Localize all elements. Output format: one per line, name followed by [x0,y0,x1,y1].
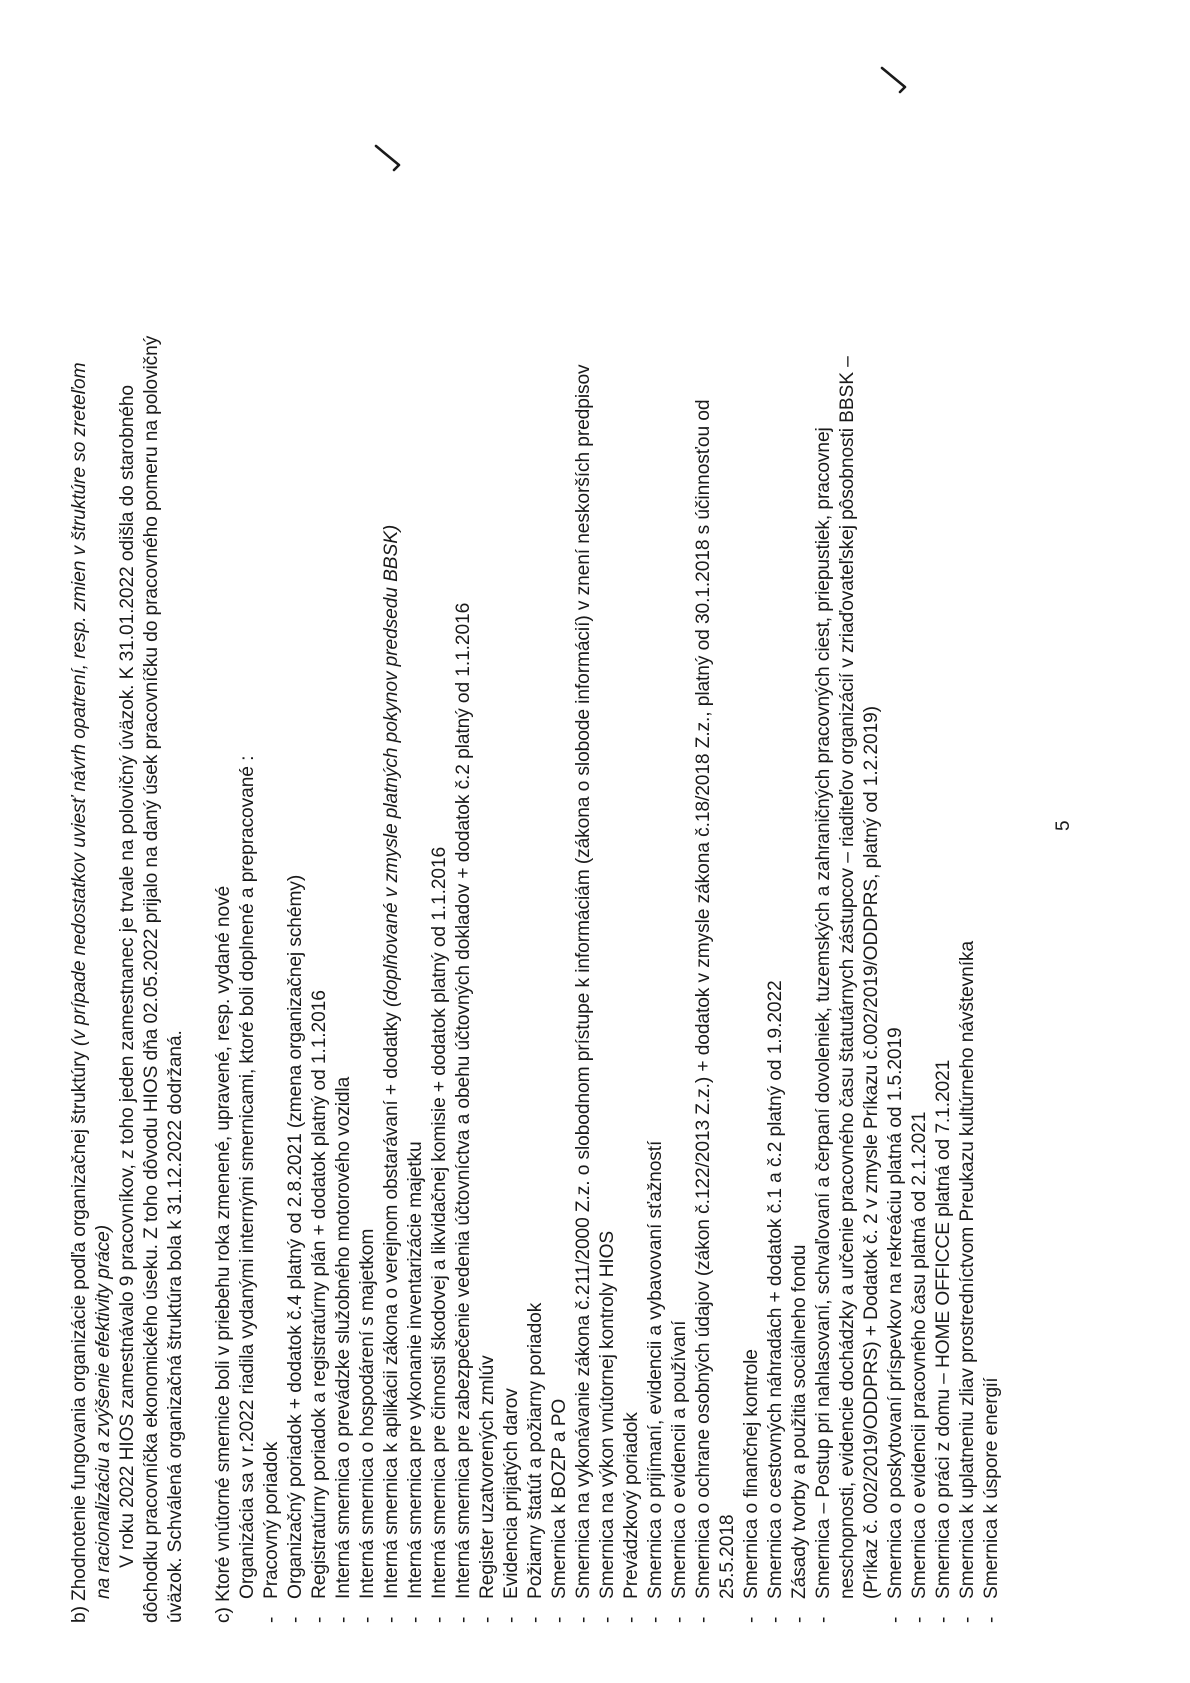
list-bullet: - [693,1616,714,1623]
list-item: Smernica o prijímaní, evidencii a vybavovaní sťažností [645,1140,666,1599]
section-c-subheading: Organizácia sa v r.2022 riadila vydanými internými smernicami, ktoré boli doplnené a prepracované : [237,755,258,1599]
list-item: Zásady tvorby a použitia sociálneho fondu [789,1244,810,1599]
list-item-cont: 25.5.2018 [717,1514,738,1599]
list-item: Interná smernica pre zabezpečenie vedenia účtovníctva a obehu účtovných dokladov + dodatok č.2 platný od 1.1.2016 [453,602,474,1599]
list-bullet: - [549,1616,570,1623]
list-bullet: - [525,1616,546,1623]
section-c-heading: c) Ktoré vnútorné smernice boli v priebehu roka zmenené, upravené, resp. vydané nové [213,885,234,1623]
list-bullet: - [645,1616,666,1623]
list-item: Smernica na vykonávanie zákona č.211/2000 Z.z. o slobodnom prístupe k informáciám (zákona o slobode informácií) v znení neskorších predpisov [573,364,594,1599]
list-bullet: - [477,1616,498,1623]
list-item: Registratúrny poriadok a registratúrny plán + dodatok platný od 1.1.2016 [309,990,330,1599]
list-item: Evidencia prijatých darov [501,1388,522,1599]
list-item: Smernica na výkon vnútornej kontroly HIOS [597,1230,618,1599]
list-item: Smernica k uplatneniu zliav prostredníctvom Preukazu kultúrneho návštevníka [957,940,978,1599]
section-b-paragraph-line-1: V roku 2022 HIOS zamestnávalo 9 pracovníkov, z toho jeden zamestnanec je trvale na polovičný úväzok. K 31.01.2022 odišla do starobného [117,385,138,1568]
list-item: Interná smernica pre činnosti škodovej a likvidačnej komisie + dodatok platný od 1.1.2016 [429,846,450,1599]
list-bullet: - [669,1616,690,1623]
list-bullet: - [453,1616,474,1623]
list-bullet: - [741,1616,762,1623]
checkmark-icon [878,65,908,95]
list-item: Smernica – Postup pri nahlasovaní, schvaľovaní a čerpaní dovoleniek, tuzemských a zahraničných pracovných ciest, priepustiek, pracovnej [813,427,834,1599]
list-bullet: - [765,1616,786,1623]
section-b-paragraph-line-3: úväzok. Schválená organizačná štruktúra bola k 31.12.2022 dodržaná. [165,1030,186,1623]
list-bullet: - [909,1616,930,1623]
checkmark-icon [372,143,402,173]
list-item-cont: (Príkaz č. 002/2019/ODDPRS) + Dodatok č. 2 v zmysle Príkazu č.002/2019/ODDPRS, platný od 1.2.2019) [861,706,882,1599]
list-bullet: - [597,1616,618,1623]
section-b-heading: b) Zhodnotenie fungovania organizácie podľa organizačnej štruktúry (v prípade nedostatkov uviesť návrh opatrení, resp. zmien v štruktúre so zreteľom [69,362,90,1623]
list-bullet: - [981,1616,1002,1623]
list-item: Smernica o poskytovaní príspevkov na rekreáciu platná od 1.5.2019 [885,1027,906,1599]
list-item: Prevádzkový poriadok [621,1412,642,1599]
page-number: 5 [1053,820,1074,831]
list-bullet: - [285,1616,306,1623]
list-item-cont: neschopnosti, evidencie dochádzky a určenie pracovného času štatutárnych zástupcov – riaditeľov organizácií v zriaďovateľskej pôsobnosti BBSK – [837,356,858,1599]
list-bullet: - [621,1616,642,1623]
list-item: Smernica o cestovných náhradách + dodatok č.1 a č.2 platný od 1.9.2022 [765,980,786,1599]
list-item: Smernica k BOZP a PO [549,1398,570,1599]
list-bullet: - [813,1616,834,1623]
list-bullet: - [261,1616,282,1623]
list-bullet: - [501,1616,522,1623]
list-item: Smernica o finančnej kontrole [741,1349,762,1599]
list-bullet: - [357,1616,378,1623]
list-bullet: - [405,1616,426,1623]
list-bullet: - [309,1616,330,1623]
list-bullet: - [957,1616,978,1623]
list-item: Interná smernica o prevádzke služobného motorového vozidla [333,1076,354,1599]
list-item: Interná smernica pre vykonanie inventarizácie majetku [405,1141,426,1599]
list-bullet: - [885,1616,906,1623]
list-bullet: - [573,1616,594,1623]
section-b-paragraph-line-2: dôchodku pracovníčka ekonomického úseku. Z toho dôvodu HIOS dňa 02.05.2022 prijalo na daný úsek pracovníčku do pracovného pomeru na polovičný [141,335,162,1623]
list-item: Pracovný poriadok [261,1441,282,1599]
list-item: Interná smernica o hospodárení s majetkom [357,1228,378,1599]
list-bullet: - [333,1616,354,1623]
list-item: Smernica o evidencii a používaní [669,1320,690,1599]
list-item: Smernica o ochrane osobných údajov (zákon č.122/2013 Z.z.) + dodatok v zmysle zákona č.18/2018 Z.z., platný od 30.1.2018 s účinnosťou od [693,399,714,1599]
list-item: Smernica o evidencii pracovného času platná od 2.1.2021 [909,1111,930,1599]
list-bullet: - [933,1616,954,1623]
list-bullet: - [381,1616,402,1623]
list-bullet: - [429,1616,450,1623]
list-item: Interná smernica k aplikácii zákona o verejnom obstarávaní + dodatky (doplňované v zmysle platných pokynov predsedu BBSK) [381,524,402,1599]
section-b-heading-cont: na racionalizáciu a zvýšenie efektivity práce) [93,1225,114,1599]
list-item: Požiarny štatút a požiarny poriadok [525,1302,546,1599]
list-item: Organizačný poriadok + dodatok č.4 platný od 2.8.2021 (zmena organizačnej schémy) [285,874,306,1599]
list-item: Smernica k úspore energií [981,1377,1002,1599]
list-item: Smernica o práci z domu – HOME OFFICCE platná od 7.1.2021 [933,1059,954,1599]
list-bullet: - [789,1616,810,1623]
list-item: Register uzatvorených zmlúv [477,1355,498,1599]
